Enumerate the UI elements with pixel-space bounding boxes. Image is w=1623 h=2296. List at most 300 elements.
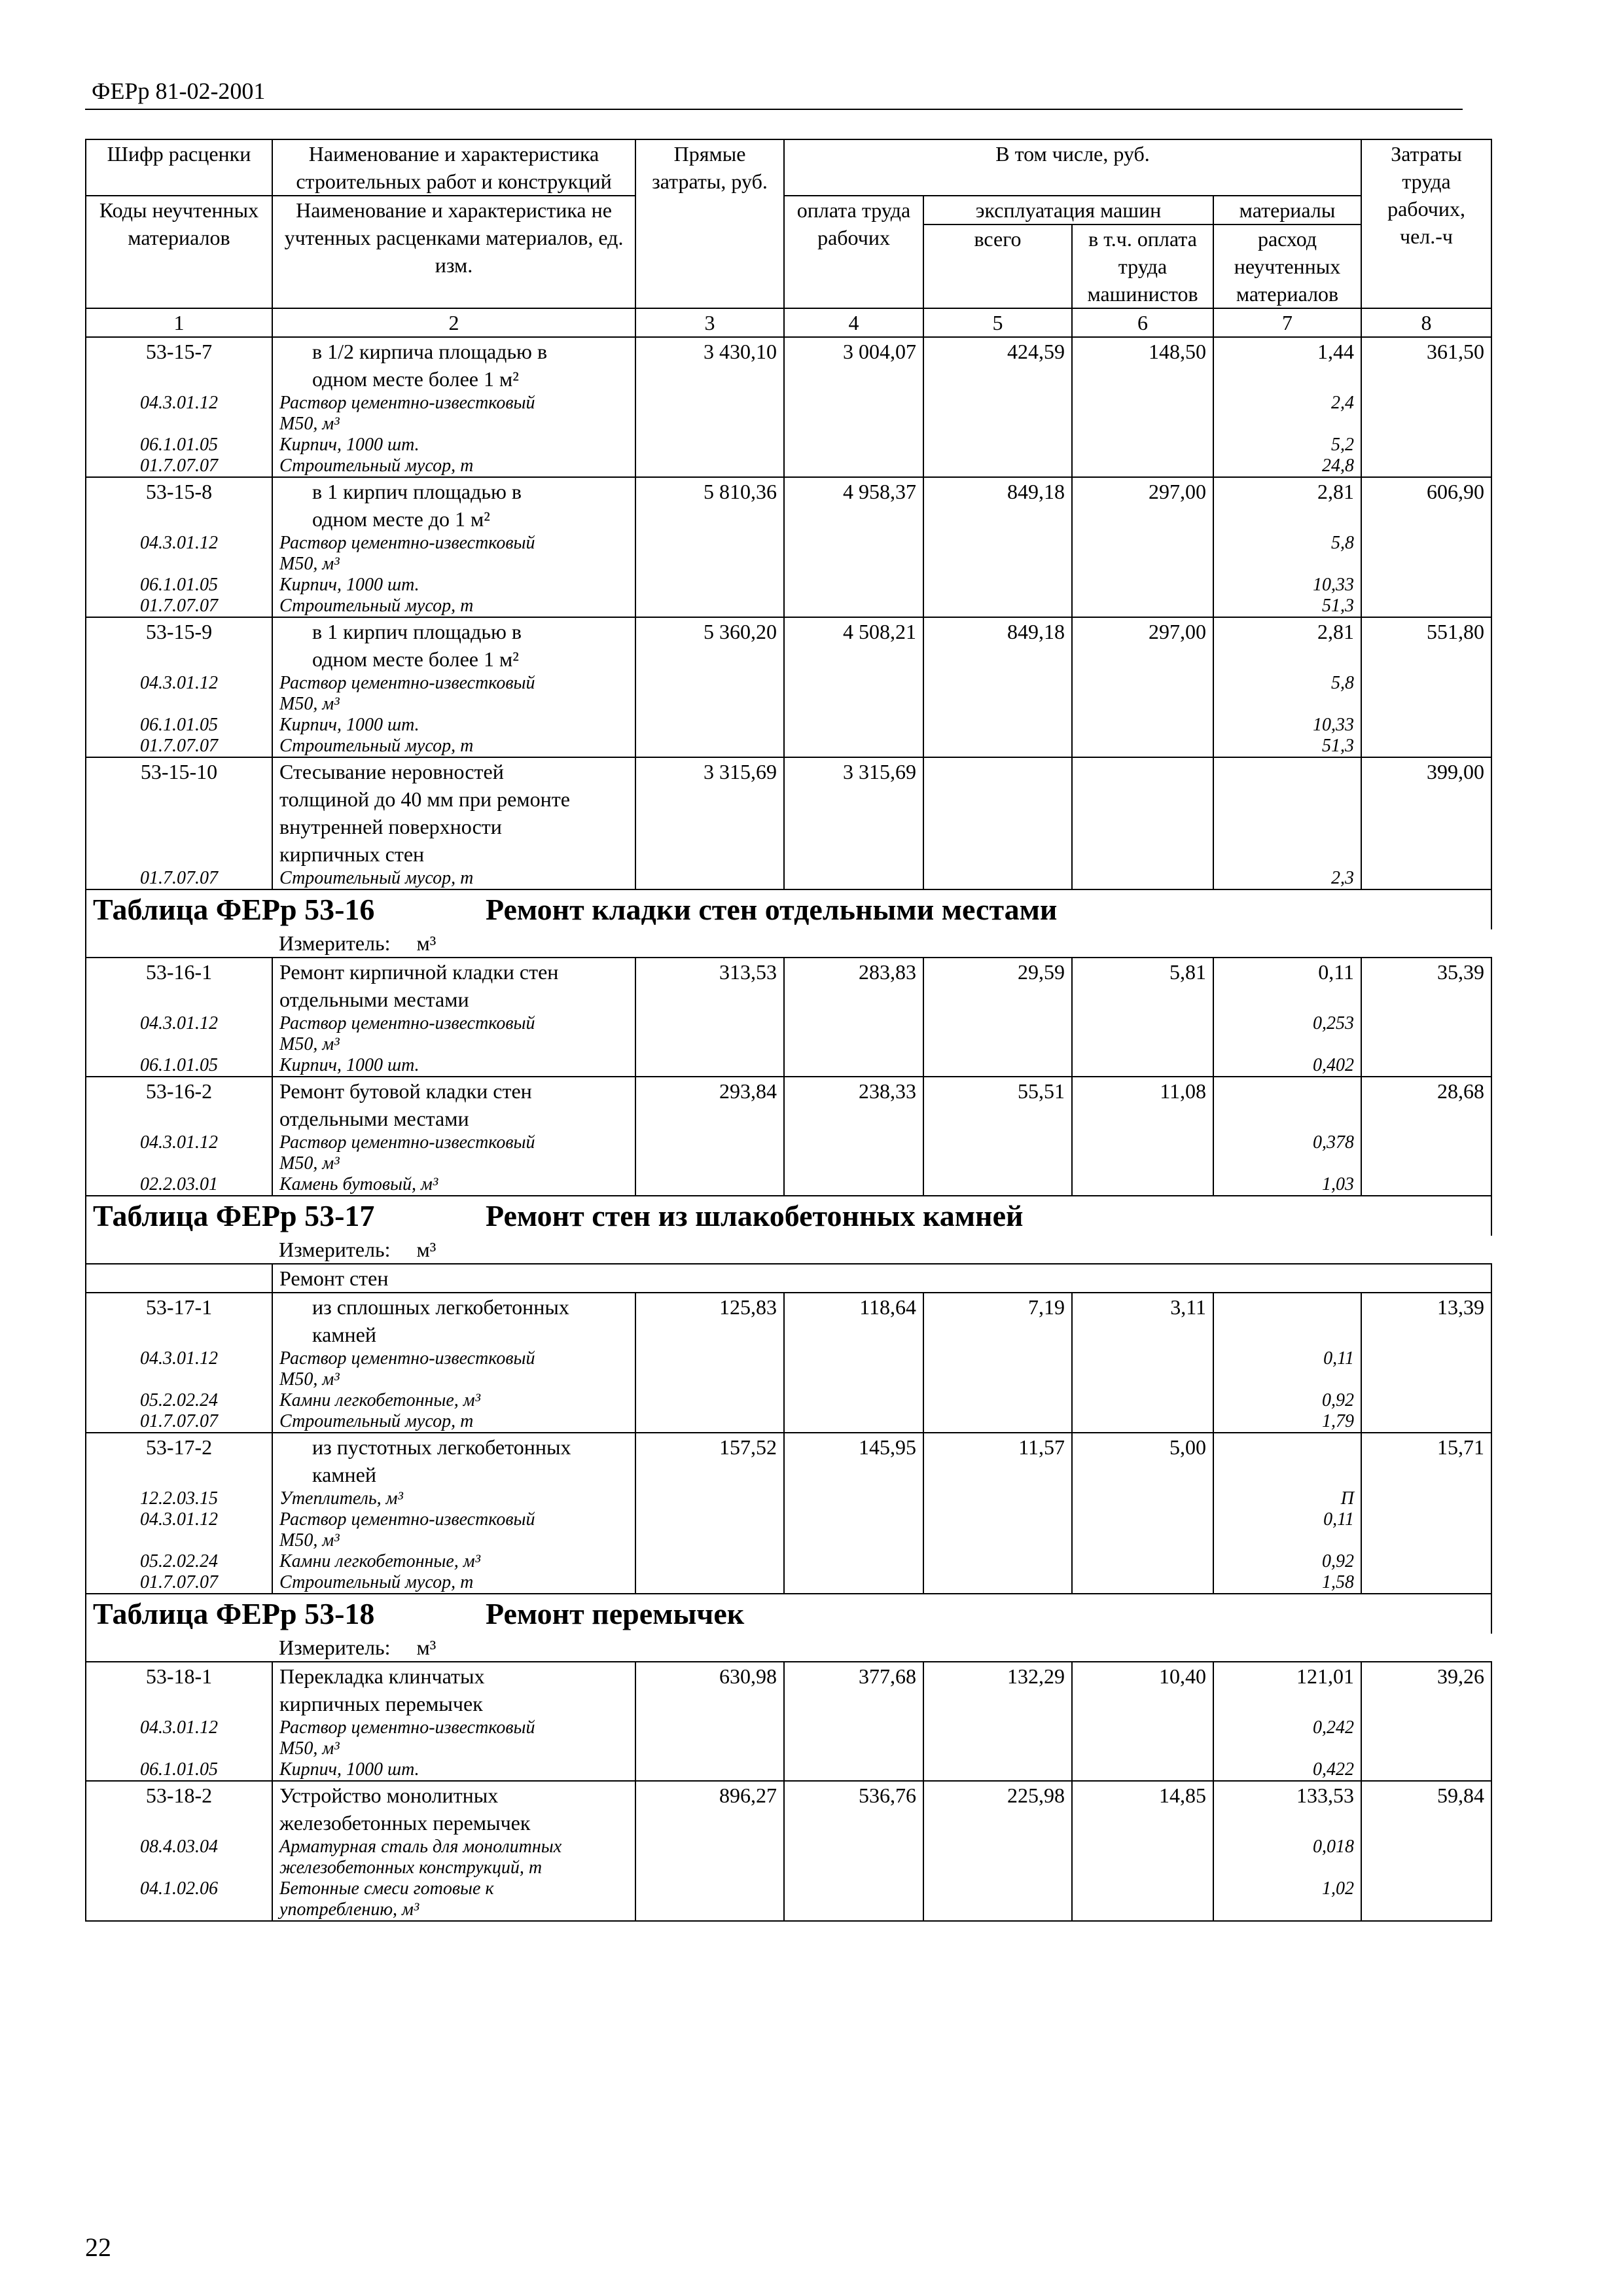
col-num: 3 xyxy=(635,308,784,337)
empty-cell xyxy=(1361,1572,1491,1594)
empty-cell xyxy=(1072,1837,1213,1878)
empty-cell xyxy=(1072,456,1213,477)
machines-labor: 297,00 xyxy=(1072,477,1213,533)
table-title-cell xyxy=(86,1196,1491,1236)
material-row xyxy=(86,1551,1491,1572)
header-row-1 xyxy=(86,139,1491,196)
material-code: 02.2.03.01 xyxy=(86,1174,272,1196)
material-name-line: М50, м³ xyxy=(279,554,340,574)
empty-cell xyxy=(635,1551,784,1572)
rate-description-line: Ремонт бутовой кладки стен xyxy=(279,1079,532,1103)
labor-pay: 118,64 xyxy=(784,1293,923,1348)
empty-cell xyxy=(784,1759,923,1781)
labor-pay: 3 315,69 xyxy=(784,757,923,868)
empty-cell xyxy=(1361,596,1491,617)
machines-labor: 297,00 xyxy=(1072,617,1213,673)
header-machines: эксплуатация машин xyxy=(923,196,1213,224)
empty-cell xyxy=(784,1878,923,1921)
labor-pay: 536,76 xyxy=(784,1781,923,1837)
worker-hours: 551,80 xyxy=(1361,617,1491,673)
empty-cell xyxy=(923,715,1072,736)
material-quantity: 0,92 xyxy=(1213,1390,1361,1411)
material-quantity: 5,8 xyxy=(1213,673,1361,715)
empty-cell xyxy=(923,1878,1072,1921)
subheading: Ремонт стен xyxy=(272,1264,1491,1293)
machines-labor: 11,08 xyxy=(1072,1077,1213,1132)
empty-cell xyxy=(784,575,923,596)
machines-total: 11,57 xyxy=(923,1433,1072,1488)
materials-cost: 0,11 xyxy=(1213,958,1361,1013)
material-row xyxy=(86,1488,1491,1509)
worker-hours: 39,26 xyxy=(1361,1662,1491,1717)
empty-cell xyxy=(784,456,923,477)
material-name-line: М50, м³ xyxy=(279,1369,340,1390)
material-name-line: Бетонные смеси готовые к xyxy=(279,1878,494,1899)
materials-cost: 133,53 xyxy=(1213,1781,1361,1837)
labor-pay: 4 508,21 xyxy=(784,617,923,673)
rate-row xyxy=(86,1781,1491,1837)
header-direct: Прямые затраты, руб. xyxy=(635,139,784,308)
material-row xyxy=(86,673,1491,715)
direct-cost: 5 360,20 xyxy=(635,617,784,673)
table-title-row xyxy=(86,1196,1491,1236)
empty-cell xyxy=(1072,1174,1213,1196)
direct-cost: 3 430,10 xyxy=(635,337,784,393)
material-row xyxy=(86,456,1491,477)
material-row xyxy=(86,1717,1491,1759)
empty-cell xyxy=(1361,1878,1491,1921)
material-quantity: 5,2 xyxy=(1213,435,1361,456)
material-code: 01.7.07.07 xyxy=(86,596,272,617)
machines-labor: 14,85 xyxy=(1072,1781,1213,1837)
material-quantity: 1,79 xyxy=(1213,1411,1361,1433)
material-name xyxy=(272,1055,635,1077)
rate-description-line: Стесывание неровностей xyxy=(279,760,504,783)
table-title-row xyxy=(86,1594,1491,1634)
material-code: 06.1.01.05 xyxy=(86,1055,272,1077)
header-unaccounted-names: Наименование и характеристика не учтенных расценками материалов, ед. изм. xyxy=(272,196,635,308)
rate-description-line: кирпичных перемычек xyxy=(279,1692,483,1715)
material-name-line: Камни легкобетонные, м³ xyxy=(279,1390,481,1410)
material-quantity: 0,242 xyxy=(1213,1717,1361,1759)
table-label: Таблица ФЕРр 53-16 xyxy=(93,893,375,926)
material-row xyxy=(86,393,1491,435)
empty-cell xyxy=(1361,393,1491,435)
material-name xyxy=(272,868,635,889)
rate-code: 53-18-2 xyxy=(86,1781,272,1837)
measure-unit: м³ xyxy=(416,931,437,955)
material-name-line: Утеплитель, м³ xyxy=(279,1488,403,1509)
empty-cell xyxy=(635,1717,784,1759)
material-row xyxy=(86,868,1491,889)
material-quantity: 0,92 xyxy=(1213,1551,1361,1572)
material-name xyxy=(272,1348,635,1390)
empty-cell xyxy=(1361,1390,1491,1411)
empty-cell xyxy=(1361,1837,1491,1878)
materials-cost xyxy=(1213,1077,1361,1132)
machines-total: 55,51 xyxy=(923,1077,1072,1132)
empty-cell xyxy=(635,1488,784,1509)
empty-cell xyxy=(635,393,784,435)
empty-cell xyxy=(635,736,784,757)
material-name xyxy=(272,393,635,435)
rates-table xyxy=(85,139,1492,1922)
rate-row xyxy=(86,1077,1491,1132)
empty-cell xyxy=(1361,1055,1491,1077)
material-quantity: 0,11 xyxy=(1213,1348,1361,1390)
material-quantity: 0,11 xyxy=(1213,1509,1361,1551)
empty-cell xyxy=(635,596,784,617)
rate-description xyxy=(272,1077,635,1132)
material-code: 04.3.01.12 xyxy=(86,1509,272,1551)
empty-cell xyxy=(784,736,923,757)
material-code: 04.3.01.12 xyxy=(86,1132,272,1174)
material-name xyxy=(272,1759,635,1781)
worker-hours: 606,90 xyxy=(1361,477,1491,533)
table-title-cell xyxy=(86,1594,1491,1634)
material-quantity: 10,33 xyxy=(1213,575,1361,596)
material-name xyxy=(272,736,635,757)
machines-total: 849,18 xyxy=(923,477,1072,533)
material-name xyxy=(272,1572,635,1594)
empty-cell xyxy=(1361,533,1491,575)
empty-cell xyxy=(1072,868,1213,889)
rates-table-body xyxy=(86,139,1491,1921)
machines-total: 424,59 xyxy=(923,337,1072,393)
material-name xyxy=(272,1174,635,1196)
empty-cell xyxy=(784,596,923,617)
empty-cell xyxy=(923,596,1072,617)
material-name xyxy=(272,1411,635,1433)
material-quantity: 2,4 xyxy=(1213,393,1361,435)
rate-description xyxy=(272,757,635,868)
material-row xyxy=(86,435,1491,456)
empty-cell xyxy=(923,1348,1072,1390)
rate-code: 53-15-8 xyxy=(86,477,272,533)
material-quantity: 51,3 xyxy=(1213,596,1361,617)
material-name-line: Строительный мусор, т xyxy=(279,1572,474,1592)
material-name xyxy=(272,673,635,715)
material-name-line: Строительный мусор, т xyxy=(279,868,474,888)
worker-hours: 15,71 xyxy=(1361,1433,1491,1488)
material-row xyxy=(86,575,1491,596)
col-num: 1 xyxy=(86,308,272,337)
machines-labor: 10,40 xyxy=(1072,1662,1213,1717)
header-workers: Затраты труда рабочих, чел.-ч xyxy=(1361,139,1491,308)
rate-description xyxy=(272,958,635,1013)
rate-description-line: кирпичных стен xyxy=(279,842,425,866)
empty-cell xyxy=(1072,1572,1213,1594)
empty-cell xyxy=(1072,1488,1213,1509)
direct-cost: 157,52 xyxy=(635,1433,784,1488)
measure-row xyxy=(86,929,1491,958)
header-machines-total: всего xyxy=(923,224,1072,308)
empty-cell xyxy=(923,1055,1072,1077)
material-code: 01.7.07.07 xyxy=(86,456,272,477)
header-materials: материалы xyxy=(1213,196,1361,224)
empty-cell xyxy=(635,1837,784,1878)
material-name-line: Кирпич, 1000 шт. xyxy=(279,1759,419,1780)
material-quantity: 5,8 xyxy=(1213,533,1361,575)
material-code: 12.2.03.15 xyxy=(86,1488,272,1509)
rate-description xyxy=(272,1781,635,1837)
table-title: Ремонт стен из шлакобетонных камней xyxy=(486,1199,1024,1232)
material-name-line: Раствор цементно-известковый xyxy=(279,1132,535,1153)
rate-description xyxy=(272,477,635,533)
material-name-line: Кирпич, 1000 шт. xyxy=(279,435,419,455)
rate-row xyxy=(86,757,1491,868)
material-row xyxy=(86,1174,1491,1196)
material-row xyxy=(86,1572,1491,1594)
rate-code: 53-16-2 xyxy=(86,1077,272,1132)
materials-cost: 1,44 xyxy=(1213,337,1361,393)
empty-cell xyxy=(1361,1551,1491,1572)
header-machines-labor: в т.ч. оплата труда машинистов xyxy=(1072,224,1213,308)
machines-labor xyxy=(1072,757,1213,868)
machines-total: 225,98 xyxy=(923,1781,1072,1837)
material-row xyxy=(86,736,1491,757)
material-code: 06.1.01.05 xyxy=(86,715,272,736)
material-row xyxy=(86,1348,1491,1390)
empty-cell xyxy=(1361,1013,1491,1055)
rate-description-line: из сплошных легкобетонных xyxy=(312,1295,569,1319)
rate-row xyxy=(86,477,1491,533)
empty-cell xyxy=(1361,1488,1491,1509)
material-quantity: 1,02 xyxy=(1213,1878,1361,1921)
measure-unit: м³ xyxy=(416,1238,437,1261)
measure-label: Измеритель: xyxy=(279,1238,391,1261)
material-quantity: 10,33 xyxy=(1213,715,1361,736)
material-name xyxy=(272,1509,635,1551)
machines-total xyxy=(923,757,1072,868)
material-row xyxy=(86,1837,1491,1878)
machines-total: 132,29 xyxy=(923,1662,1072,1717)
rate-description-line: Перекладка клинчатых xyxy=(279,1664,485,1688)
measure-cell xyxy=(272,1634,1491,1662)
direct-cost: 3 315,69 xyxy=(635,757,784,868)
material-quantity: 0,402 xyxy=(1213,1055,1361,1077)
material-code: 04.3.01.12 xyxy=(86,1013,272,1055)
rate-description-line: толщиной до 40 мм при ремонте xyxy=(279,787,570,811)
material-name-line: Строительный мусор, т xyxy=(279,1411,474,1431)
rate-description-line: в 1/2 кирпича площадью в xyxy=(312,340,548,363)
material-name xyxy=(272,533,635,575)
rate-description xyxy=(272,617,635,673)
empty-cell xyxy=(1072,393,1213,435)
material-name-line: употреблению, м³ xyxy=(279,1899,419,1920)
material-name xyxy=(272,456,635,477)
rate-code: 53-15-10 xyxy=(86,757,272,868)
machines-labor: 3,11 xyxy=(1072,1293,1213,1348)
material-quantity: 51,3 xyxy=(1213,736,1361,757)
labor-pay: 377,68 xyxy=(784,1662,923,1717)
empty-cell xyxy=(784,1390,923,1411)
material-name xyxy=(272,715,635,736)
empty-cell xyxy=(1361,456,1491,477)
material-code: 06.1.01.05 xyxy=(86,575,272,596)
rate-description-line: Ремонт кирпичной кладки стен xyxy=(279,960,559,984)
material-code: 04.3.01.12 xyxy=(86,1348,272,1390)
empty-cell xyxy=(635,673,784,715)
rate-description-line: железобетонных перемычек xyxy=(279,1811,531,1835)
measure-label: Измеритель: xyxy=(279,1636,391,1659)
rate-code: 53-16-1 xyxy=(86,958,272,1013)
material-row xyxy=(86,533,1491,575)
empty-cell xyxy=(923,1759,1072,1781)
header-materials-use: расход неучтенных материалов xyxy=(1213,224,1361,308)
material-quantity: 2,3 xyxy=(1213,868,1361,889)
empty-cell xyxy=(923,1488,1072,1509)
empty-cell xyxy=(1361,1509,1491,1551)
material-name xyxy=(272,435,635,456)
rate-description xyxy=(272,1662,635,1717)
material-name-line: Камень бутовый, м³ xyxy=(279,1174,438,1194)
header-labor-pay: оплата труда рабочих xyxy=(784,196,923,308)
rate-code: 53-15-9 xyxy=(86,617,272,673)
measure-label: Измеритель: xyxy=(279,931,391,955)
measure-cell xyxy=(272,929,1491,958)
subheading-row xyxy=(86,1264,1491,1293)
material-name-line: Раствор цементно-известковый xyxy=(279,393,535,413)
empty-cell xyxy=(1072,1509,1213,1551)
worker-hours: 399,00 xyxy=(1361,757,1491,868)
empty-cell xyxy=(784,1055,923,1077)
machines-total: 849,18 xyxy=(923,617,1072,673)
empty-cell xyxy=(635,868,784,889)
material-row xyxy=(86,1390,1491,1411)
material-row xyxy=(86,1509,1491,1551)
machines-total: 7,19 xyxy=(923,1293,1072,1348)
table-title: Ремонт кладки стен отдельными местами xyxy=(486,893,1058,926)
empty-cell xyxy=(923,575,1072,596)
empty-cell xyxy=(923,1837,1072,1878)
table-label: Таблица ФЕРр 53-18 xyxy=(93,1597,375,1630)
empty-cell xyxy=(1072,736,1213,757)
rate-description-line: одном месте до 1 м² xyxy=(312,507,490,531)
material-name xyxy=(272,1551,635,1572)
rate-description-line: отдельными местами xyxy=(279,1107,469,1130)
material-name-line: Раствор цементно-известковый xyxy=(279,1717,535,1738)
material-name-line: М50, м³ xyxy=(279,1153,340,1174)
rate-description-line: одном месте более 1 м² xyxy=(312,647,519,671)
rate-description-line: в 1 кирпич площадью в xyxy=(312,620,522,643)
empty-cell xyxy=(923,456,1072,477)
worker-hours: 361,50 xyxy=(1361,337,1491,393)
header-row-2 xyxy=(86,196,1491,224)
labor-pay: 238,33 xyxy=(784,1077,923,1132)
empty-cell xyxy=(1361,868,1491,889)
material-code: 06.1.01.05 xyxy=(86,1759,272,1781)
material-code: 06.1.01.05 xyxy=(86,435,272,456)
material-name-line: Раствор цементно-известковый xyxy=(279,673,535,693)
empty-cell xyxy=(784,393,923,435)
empty-cell xyxy=(784,533,923,575)
empty-cell xyxy=(635,1174,784,1196)
header-incl: В том числе, руб. xyxy=(784,139,1361,196)
col-num: 8 xyxy=(1361,308,1491,337)
machines-total: 29,59 xyxy=(923,958,1072,1013)
material-code: 08.4.03.04 xyxy=(86,1837,272,1878)
empty-cell xyxy=(1072,1411,1213,1433)
direct-cost: 630,98 xyxy=(635,1662,784,1717)
running-head: ФЕРр 81-02-2001 xyxy=(92,78,266,104)
materials-cost: 121,01 xyxy=(1213,1662,1361,1717)
material-code: 01.7.07.07 xyxy=(86,1411,272,1433)
rate-row xyxy=(86,1662,1491,1717)
empty-cell xyxy=(784,435,923,456)
empty-cell xyxy=(1072,673,1213,715)
empty-cell xyxy=(1361,715,1491,736)
page-number: 22 xyxy=(85,2233,111,2262)
rate-description xyxy=(272,1433,635,1488)
empty-cell xyxy=(635,1572,784,1594)
measure-row xyxy=(86,1236,1491,1264)
worker-hours: 59,84 xyxy=(1361,1781,1491,1837)
empty-cell xyxy=(784,1488,923,1509)
materials-cost: 2,81 xyxy=(1213,477,1361,533)
labor-pay: 145,95 xyxy=(784,1433,923,1488)
empty-cell xyxy=(635,1348,784,1390)
col-num: 7 xyxy=(1213,308,1361,337)
empty-cell xyxy=(1361,1717,1491,1759)
empty-cell xyxy=(635,575,784,596)
measure-unit: м³ xyxy=(416,1636,437,1659)
empty-cell xyxy=(1361,673,1491,715)
empty-cell xyxy=(1072,435,1213,456)
rate-description-line: в 1 кирпич площадью в xyxy=(312,480,522,503)
empty-cell xyxy=(1361,1132,1491,1174)
material-name-line: Раствор цементно-известковый xyxy=(279,1509,535,1530)
material-name-line: М50, м³ xyxy=(279,414,340,434)
measure-cell xyxy=(272,1236,1491,1264)
empty-cell xyxy=(86,1634,272,1662)
material-name-line: железобетонных конструкций, т xyxy=(279,1857,543,1878)
empty-cell xyxy=(784,1509,923,1551)
empty-cell xyxy=(635,715,784,736)
material-quantity: 0,422 xyxy=(1213,1759,1361,1781)
material-row xyxy=(86,715,1491,736)
col-num: 4 xyxy=(784,308,923,337)
table-title-cell xyxy=(86,889,1491,929)
rate-code: 53-18-1 xyxy=(86,1662,272,1717)
labor-pay: 4 958,37 xyxy=(784,477,923,533)
empty-cell xyxy=(635,533,784,575)
col-num: 6 xyxy=(1072,308,1213,337)
empty-cell xyxy=(784,1837,923,1878)
empty-cell xyxy=(1072,1878,1213,1921)
material-name-line: М50, м³ xyxy=(279,1034,340,1054)
material-code: 04.1.02.06 xyxy=(86,1878,272,1921)
empty-cell xyxy=(1072,1551,1213,1572)
material-name-line: Кирпич, 1000 шт. xyxy=(279,575,419,595)
empty-cell xyxy=(1072,596,1213,617)
material-name-line: Камни легкобетонные, м³ xyxy=(279,1551,481,1571)
material-name xyxy=(272,1390,635,1411)
table-label: Таблица ФЕРр 53-17 xyxy=(93,1199,375,1232)
material-name xyxy=(272,596,635,617)
material-code: 05.2.02.24 xyxy=(86,1551,272,1572)
material-name xyxy=(272,1837,635,1878)
material-quantity: 0,253 xyxy=(1213,1013,1361,1055)
header-code: Шифр расценки xyxy=(86,139,272,196)
empty-cell xyxy=(923,1174,1072,1196)
empty-cell xyxy=(635,435,784,456)
empty-cell xyxy=(923,533,1072,575)
empty-cell xyxy=(784,1013,923,1055)
materials-cost: 2,81 xyxy=(1213,617,1361,673)
empty-cell xyxy=(1072,715,1213,736)
empty-cell xyxy=(1361,435,1491,456)
